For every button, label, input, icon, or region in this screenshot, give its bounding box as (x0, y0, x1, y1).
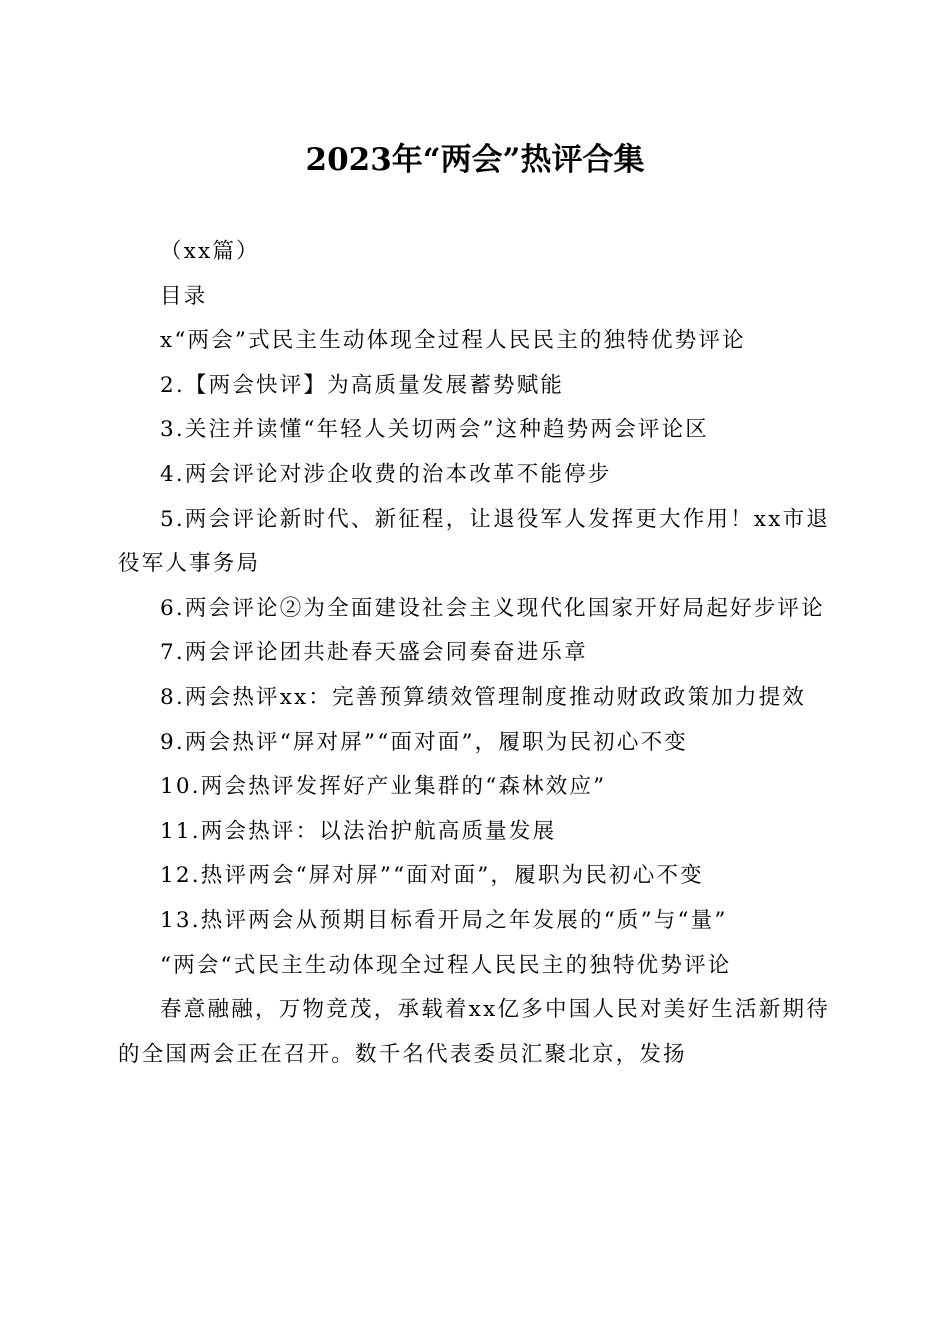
toc-item-10: 10.两会热评发挥好产业集群的“森林效应” (160, 774, 607, 800)
toc-item-11: 11.两会热评：以法治护航高质量发展 (160, 818, 557, 844)
document-title: 2023年“两会”热评合集 (305, 142, 645, 178)
section-heading: “两会“式民主生动体现全过程人民民主的独特优势评论 (160, 952, 732, 978)
toc-item-9: 9.两会热评“屏对屏”“面对面”，履职为民初心不变 (160, 729, 688, 755)
toc-item-4: 4.两会评论对涉企收费的治本改革不能停步 (160, 461, 612, 487)
toc-heading: 目录 (160, 283, 208, 309)
toc-item-12: 12.热评两会“屏对屏”“面对面”，履职为民初心不变 (160, 863, 704, 889)
document-subtitle: （xx篇） (160, 239, 260, 264)
toc-item-6: 6.两会评论②为全面建设社会主义现代化国家开好局起好步评论 (160, 595, 825, 621)
toc-item-3: 3.关注并读懂“年轻人关切两会”这种趋势两会评论区 (160, 417, 709, 443)
document-body (118, 230, 830, 1077)
toc-item-2: 2.【两会快评】为高质量发展蓄势赋能 (160, 372, 565, 398)
toc-item-5: 5.两会评论新时代、新征程，让退役军人发挥更大作用！xx市退役军人事务局 (118, 506, 830, 577)
toc-item-7: 7.两会评论团共赴春天盛会同奏奋进乐章 (160, 640, 588, 666)
body-paragraph: 春意融融，万物竞茂，承载着xx亿多中国人民对美好生活新期待的全国两会正在召开。数千名代表委员汇聚北京，发扬 (118, 997, 830, 1067)
toc-item-1: x“两会”式民主生动体现全过程人民民主的独特优势评论 (160, 328, 746, 354)
toc-item-8: 8.两会热评xx：完善预算绩效管理制度推动财政政策加力提效 (160, 684, 807, 710)
toc-item-13: 13.热评两会从预期目标看开局之年发展的“质”与“量” (160, 907, 728, 933)
